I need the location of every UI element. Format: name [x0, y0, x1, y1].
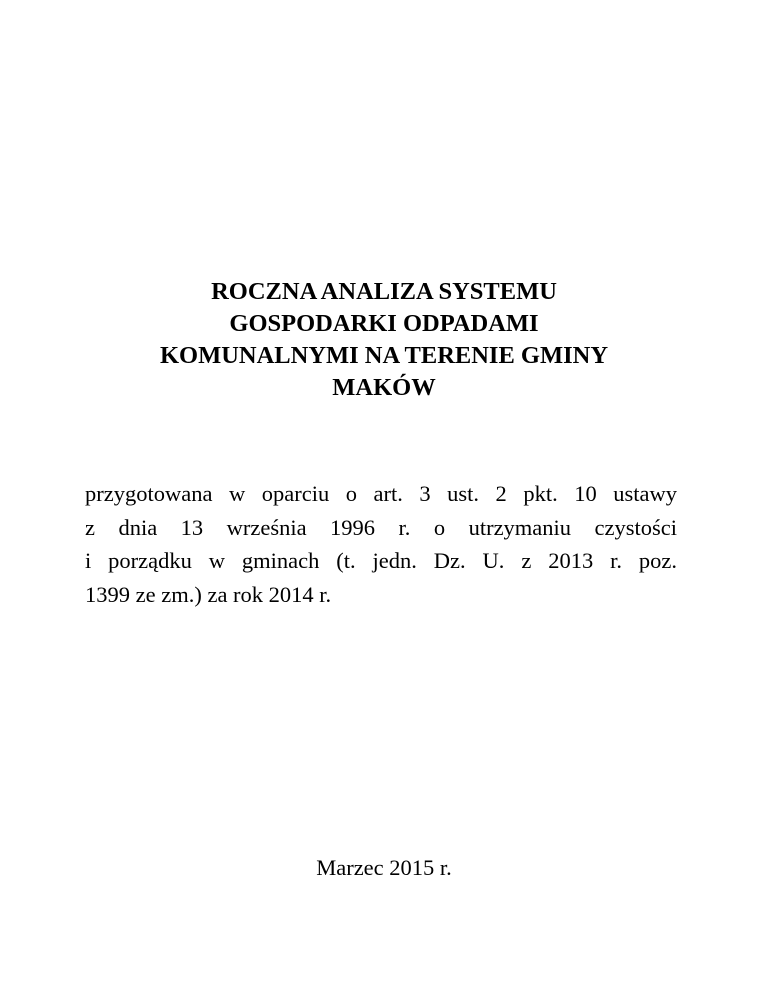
title-line: GOSPODARKI ODPADAMI	[229, 310, 539, 337]
description-line: z dnia 13 września 1996 r. o utrzymaniu czystości	[85, 514, 677, 540]
description-line: i porządku w gminach (t. jedn. Dz. U. z 2013 r. poz.	[85, 548, 677, 573]
document-description	[85, 477, 677, 611]
title-line: ROCZNA ANALIZA SYSTEMU	[211, 278, 557, 305]
document-date: Marzec 2015 r.	[316, 855, 452, 880]
title-line: KOMUNALNYMI NA TERENIE GMINY	[159, 342, 609, 369]
document-title	[80, 276, 688, 404]
title-line: MAKÓW	[332, 374, 436, 401]
description-line: 1399 ze zm.) za rok 2014 r.	[85, 581, 332, 607]
description-line: przygotowana w oparciu o art. 3 ust. 2 pkt. 10 ustawy	[85, 481, 677, 506]
